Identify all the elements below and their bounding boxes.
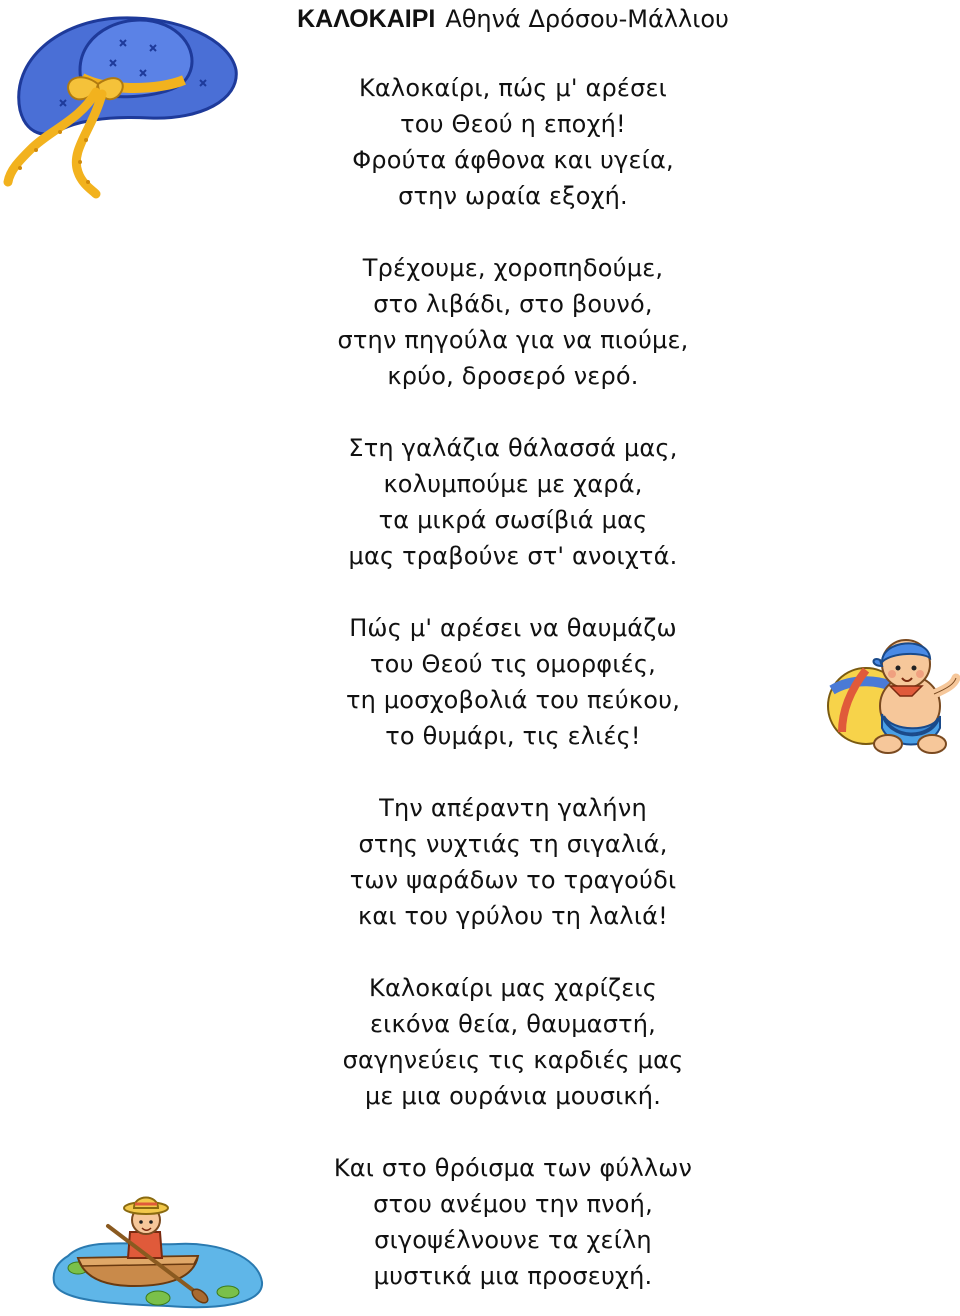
poem-title [0, 2, 960, 36]
author-name: Αθηνά Δρόσου-Μάλλιου [445, 5, 729, 33]
poem-line: Φρούτα άφθονα και υγεία, [352, 146, 674, 174]
poem-line: Πώς μ' αρέσει να θαυμάζω [349, 614, 677, 642]
poem-line: κολυμπούμε με χαρά, [383, 470, 643, 498]
poem-line: και του γρύλου τη λαλιά! [358, 902, 668, 930]
poem-line: μυστικά μια προσευχή. [373, 1262, 653, 1290]
poem-line: τα μικρά σωσίβιά μας [378, 506, 648, 534]
poem-line: το θυμάρι, τις ελιές! [385, 722, 641, 750]
baby-with-beach-ball-icon [822, 628, 960, 758]
poem-line: με μια ουράνια μουσική. [364, 1082, 662, 1110]
poem-line: σαγηνεύεις τις καρδιές μας [342, 1046, 684, 1074]
poem-line: τη μοσχοβολιά του πεύκου, [345, 686, 681, 714]
stanza-4 [0, 610, 960, 754]
poem-line: Την απέραντη γαλήνη [379, 794, 647, 822]
poem-line: Τρέχουμε, χοροπηδούμε, [362, 254, 664, 282]
boy-in-rowboat-icon [48, 1186, 266, 1312]
poem-body [0, 70, 960, 1294]
poem-line: Καλοκαίρι, πώς μ' αρέσει [358, 74, 668, 102]
poem-line: εικόνα θεία, θαυμαστή, [369, 1010, 656, 1038]
poem-line: μας τραβούνε στ' ανοιχτά. [348, 542, 678, 570]
poem-line: των ψαράδων το τραγούδι [349, 866, 677, 894]
poem-line: σιγοψέλνουνε τα χείλη [374, 1226, 652, 1254]
poem-line: στο λιβάδι, στο βουνό, [373, 290, 653, 318]
poem-line: στην ωραία εξοχή. [398, 182, 628, 210]
poem-line: Και στο θρόισμα των φύλλων [333, 1154, 693, 1182]
stanza-3 [0, 430, 960, 574]
poem-line: Στη γαλάζια θάλασσά μας, [348, 434, 678, 462]
poem-line: Καλοκαίρι μας χαρίζεις [369, 974, 657, 1002]
poem-line: στην πηγούλα για να πιούμε, [337, 326, 689, 354]
stanza-1 [0, 70, 960, 214]
stanza-2 [0, 250, 960, 394]
stanza-6 [0, 970, 960, 1114]
poem-line: στου ανέμου την πνοή, [373, 1190, 653, 1218]
title-text: ΚΑΛΟΚΑΙΡΙ [297, 5, 436, 33]
poem-line: κρύο, δροσερό νερό. [387, 362, 639, 390]
stanza-5 [0, 790, 960, 934]
poem-line: στης νυχτιάς τη σιγαλιά, [358, 830, 668, 858]
poem-line: του Θεού η εποχή! [400, 110, 626, 138]
poem-line: του Θεού τις ομορφιές, [370, 650, 656, 678]
